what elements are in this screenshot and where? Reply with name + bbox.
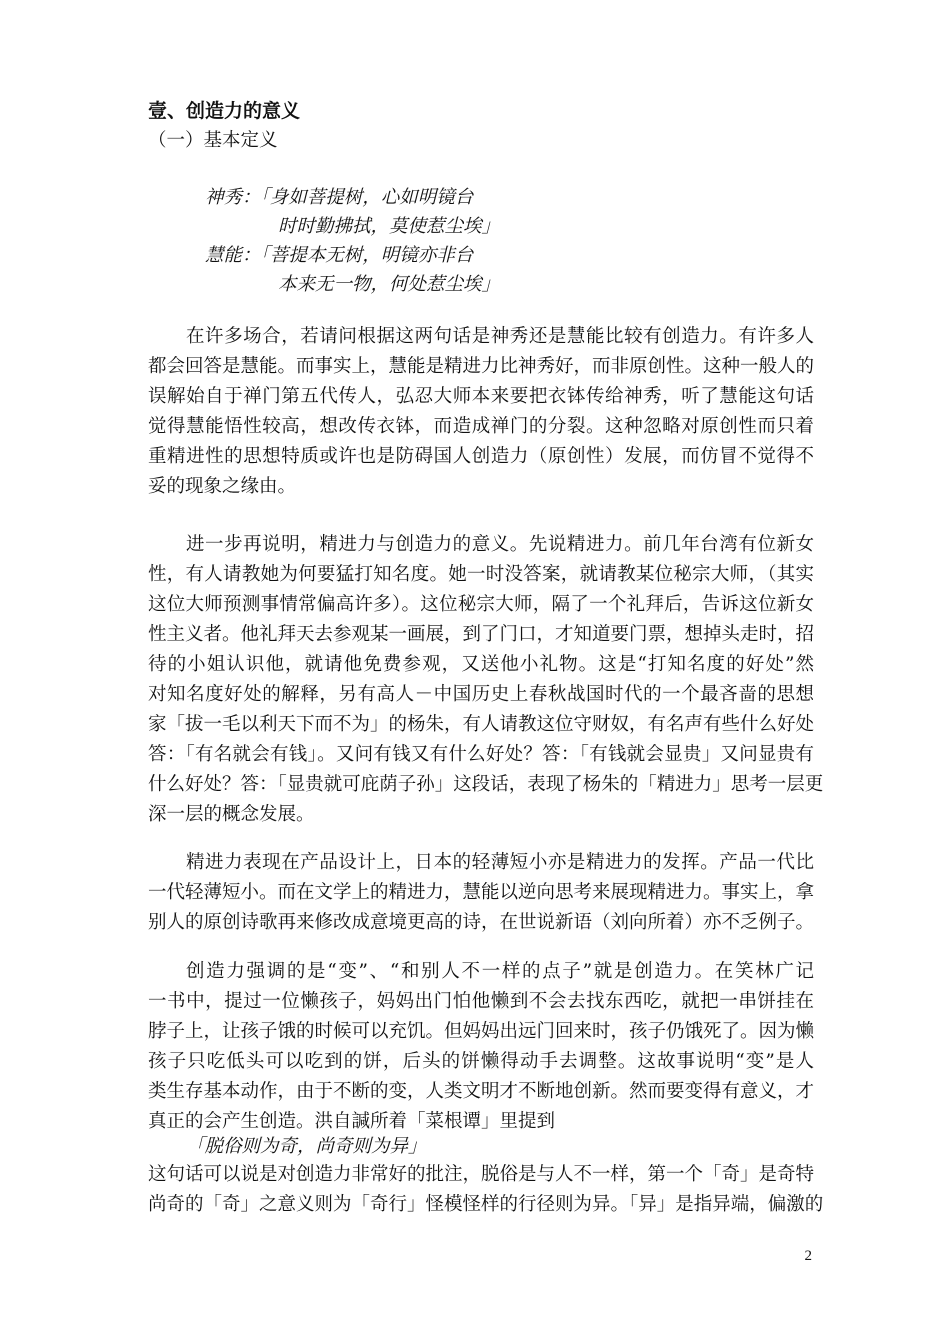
- quote-line: 「脱俗则为奇，尚奇则为异」: [186, 1136, 427, 1157]
- paragraph-1-line-2: 都会回答是慧能。而事实上，慧能是精进力比神秀好，而非原创性。这种一般人的: [148, 356, 815, 377]
- paragraph-4-line-4: 孩子只吃低头可以吃到的饼，后头的饼懒得动手去调整。这故事说明“变”是人: [148, 1051, 814, 1072]
- paragraph-2-line-6: 对知名度好处的解释，另有高人－中国历史上春秋战国时代的一个最吝啬的思想: [148, 684, 814, 705]
- paragraph-2-line-9: 什么好处？答：「显贵就可庇荫子孙」这段话，表现了杨朱的「精进力」思考一层更: [148, 774, 824, 795]
- poem-line-4: 本来无一物，何处惹尘埃」: [278, 274, 501, 295]
- poem-line-3: 慧能：「菩提本无树，明镜亦非台: [205, 245, 474, 266]
- paragraph-1-line-1: 在许多场合，若请问根据这两句话是神秀还是慧能比较有创造力。有许多人: [186, 326, 814, 347]
- paragraph-3-line-3: 别人的原创诗歌再来修改成意境更高的诗，在世说新语（刘向所着）亦不乏例子。: [148, 912, 815, 933]
- paragraph-2-line-10: 深一层的概念发展。: [148, 804, 315, 825]
- poem-line-1: 神秀：「身如菩提树，心如明镜台: [205, 187, 474, 208]
- paragraph-2-line-3: 这位大师预测事情常偏高许多）。这位秘宗大师，隔了一个礼拜后，告诉这位新女: [148, 594, 814, 615]
- paragraph-2-line-7: 家「拔一毛以利天下而不为」的杨朱，有人请教这位守财奴，有名声有些什么好处: [148, 714, 815, 735]
- paragraph-4-line-6: 真正的会产生创造。洪自諴所着「菜根谭」里提到: [148, 1111, 556, 1132]
- paragraph-2-line-5: 待的小姐认识他，就请他免费参观，又送他小礼物。这是“打知名度的好处”然: [148, 654, 814, 675]
- paragraph-1-line-5: 重精进性的思想特质或许也是防碍国人创造力（原创性）发展，而仿冒不觉得不: [148, 446, 814, 467]
- paragraph-4-line-1: 创造力强调的是“变”、“和别人不一样的点子”就是创造力。在笑林广记: [186, 961, 814, 982]
- paragraph-3-line-2: 一代轻薄短小。而在文学上的精进力，慧能以逆向思考来展现精进力。事实上，拿: [148, 882, 815, 903]
- after-quote-line-2: 尚奇的「奇」之意义则为「奇行」怪模怪样的行径则为异。「异」是指异端，偏激的: [148, 1194, 824, 1215]
- subsection-heading: （一）基本定义: [148, 130, 278, 151]
- paragraph-2-line-8: 答：「有名就会有钱」。又问有钱又有什么好处？答：「有钱就会显贵」又问显贵有: [148, 744, 814, 765]
- paragraph-2-line-2: 性，有人请教她为何要猛打知名度。她一时没答案，就请教某位秘宗大师，（其实: [148, 564, 814, 585]
- page-number: 2: [804, 1248, 812, 1264]
- poem-line-2: 时时勤拂拭，莫使惹尘埃」: [278, 216, 501, 237]
- after-quote-line-1: 这句话可以说是对创造力非常好的批注，脱俗是与人不一样，第一个「奇」是奇特: [148, 1164, 815, 1185]
- paragraph-4-line-2: 一书中，提过一位懒孩子，妈妈出门怕他懒到不会去找东西吃，就把一串饼挂在: [148, 991, 814, 1012]
- section-heading: 壹、创造力的意义: [148, 100, 301, 122]
- paragraph-4-line-3: 脖子上，让孩子饿的时候可以充饥。但妈妈出远门回来时，孩子仍饿死了。因为懒: [148, 1021, 815, 1042]
- paragraph-1-line-4: 觉得慧能悟性较高，想改传衣钵，而造成禅门的分裂。这种忽略对原创性而只着: [148, 416, 814, 437]
- paragraph-1-line-3: 误解始自于禅门第五代传人，弘忍大师本来要把衣钵传给神秀，听了慧能这句话: [148, 386, 814, 407]
- paragraph-3-line-1: 精进力表现在产品设计上，日本的轻薄短小亦是精进力的发挥。产品一代比: [186, 852, 814, 873]
- paragraph-4-line-5: 类生存基本动作，由于不断的变，人类文明才不断地创新。然而要变得有意义，才: [148, 1081, 815, 1102]
- paragraph-2-line-1: 进一步再说明，精进力与创造力的意义。先说精进力。前几年台湾有位新女: [186, 534, 814, 555]
- paragraph-1-line-6: 妥的现象之缘由。: [148, 476, 297, 497]
- paragraph-2-line-4: 性主义者。他礼拜天去参观某一画展，到了门口，才知道要门票，想掉头走时，招: [148, 624, 815, 645]
